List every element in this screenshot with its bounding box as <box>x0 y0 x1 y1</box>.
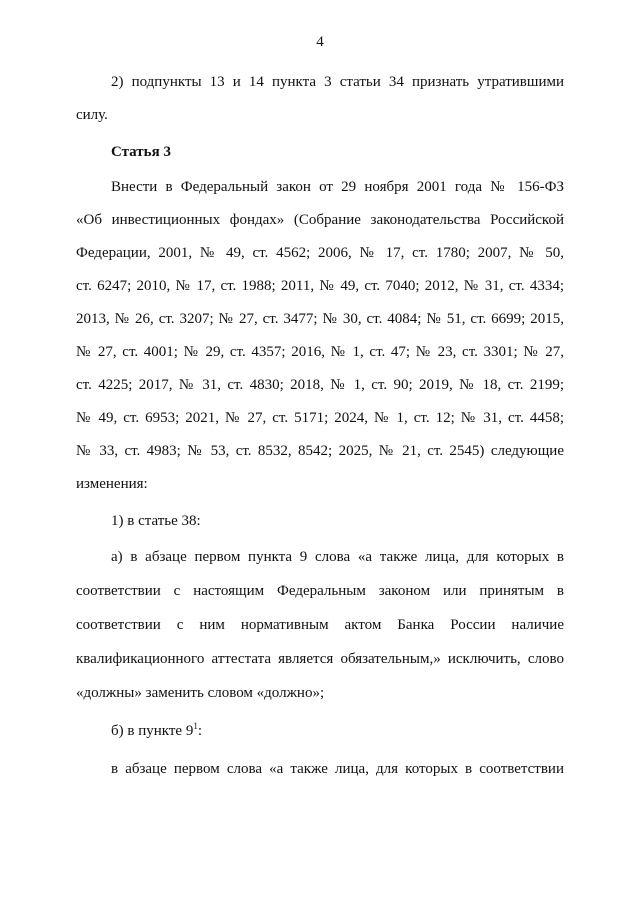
paragraph-line: «должны» заменить словом «должно»; <box>76 685 325 701</box>
paragraph-line: № 49, ст. 6953; 2021, № 27, ст. 5171; 2024, № 1, ст. 12; № 31, ст. 4458; <box>76 410 564 426</box>
list-item: 1) в статье 38: <box>111 513 201 529</box>
paragraph-line: № 27, ст. 4001; № 29, ст. 4357; 2016, № 1, ст. 47; № 23, ст. 3301; № 27, <box>76 344 564 360</box>
item-suffix: : <box>197 723 202 739</box>
paragraph-line: а) в абзаце первом пункта 9 слова «а также лица, для которых в <box>111 549 564 565</box>
paragraph-line: квалификационного аттестата является обязательным,» исключить, слово <box>76 651 564 667</box>
paragraph-line: в абзаце первом слова «а также лица, для которых в соответствии <box>111 761 564 777</box>
paragraph-line: Федерации, 2001, № 49, ст. 4562; 2006, № 17, ст. 1780; 2007, № 50, <box>76 245 564 261</box>
list-item <box>111 722 202 740</box>
paragraph-line: № 33, ст. 4983; № 53, ст. 8532, 8542; 2025, № 21, ст. 2545) следующие <box>76 443 564 459</box>
paragraph-line: 2) подпункты 13 и 14 пункта 3 статьи 34 признать утратившими <box>111 74 564 90</box>
paragraph-line: ст. 6247; 2010, № 17, ст. 1988; 2011, № 49, ст. 7040; 2012, № 31, ст. 4334; <box>76 278 564 294</box>
paragraph-line: силу. <box>76 107 108 123</box>
paragraph-line: «Об инвестиционных фондах» (Собрание законодательства Российской <box>76 212 564 228</box>
superscript: 1 <box>193 721 198 731</box>
paragraph-line: 2013, № 26, ст. 3207; № 27, ст. 3477; № 30, ст. 4084; № 51, ст. 6699; 2015, <box>76 311 564 327</box>
paragraph-line: Внести в Федеральный закон от 29 ноября 2001 года № 156-ФЗ <box>111 179 564 195</box>
paragraph-line: соответствии с настоящим Федеральным законом или принятым в <box>76 583 564 599</box>
paragraph-line: изменения: <box>76 476 148 492</box>
item-text: б) в пункте 9 <box>111 723 194 739</box>
paragraph-line: ст. 4225; 2017, № 31, ст. 4830; 2018, № 1, ст. 90; 2019, № 18, ст. 2199; <box>76 377 564 393</box>
page-number: 4 <box>316 34 324 50</box>
paragraph-line: соответствии с ним нормативным актом Банка России наличие <box>76 617 564 633</box>
article-heading: Статья 3 <box>111 144 171 160</box>
